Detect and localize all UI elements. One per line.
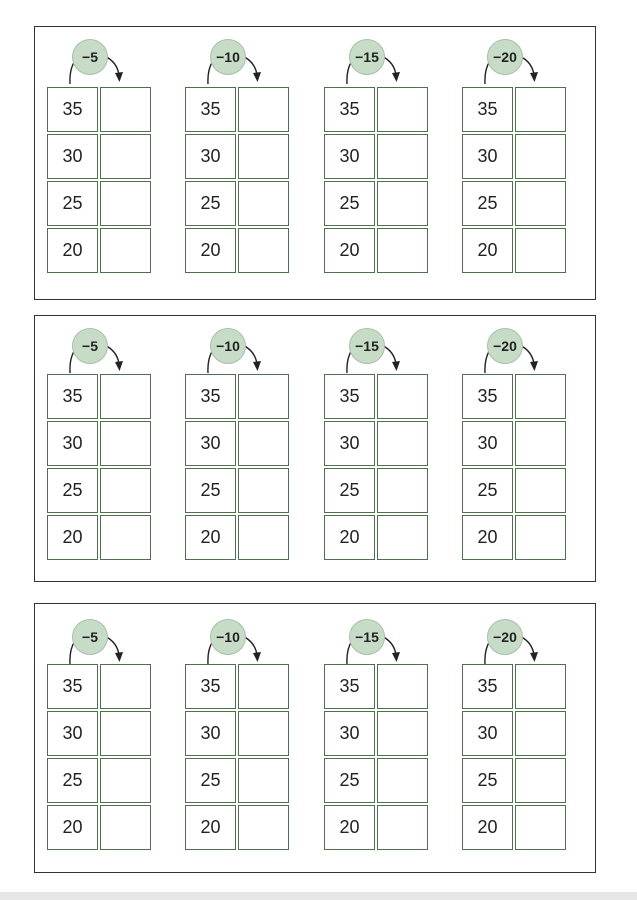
input-cell: 30 <box>462 134 513 179</box>
table-row <box>462 515 566 560</box>
answer-box[interactable] <box>238 711 289 756</box>
function-table <box>47 664 151 852</box>
answer-box[interactable] <box>238 468 289 513</box>
table-row <box>462 87 566 132</box>
input-cell: 30 <box>462 711 513 756</box>
answer-box[interactable] <box>100 515 151 560</box>
answer-box[interactable] <box>377 468 428 513</box>
table-row <box>47 664 151 709</box>
input-cell: 30 <box>185 134 236 179</box>
input-cell: 35 <box>47 664 98 709</box>
function-table <box>185 374 289 562</box>
answer-box[interactable] <box>377 421 428 466</box>
input-cell: 30 <box>47 421 98 466</box>
table-row <box>185 664 289 709</box>
input-cell: 35 <box>462 374 513 419</box>
answer-box[interactable] <box>238 228 289 273</box>
input-cell: 20 <box>185 228 236 273</box>
input-cell: 30 <box>47 711 98 756</box>
table-row <box>185 468 289 513</box>
worksheet-panel-1 <box>34 26 596 300</box>
operation-bubble: −20 <box>487 328 523 364</box>
answer-box[interactable] <box>238 805 289 850</box>
table-row <box>324 374 428 419</box>
function-machine <box>312 27 424 299</box>
function-machine <box>450 604 562 872</box>
table-row <box>462 758 566 803</box>
input-cell: 20 <box>324 515 375 560</box>
input-cell: 20 <box>185 515 236 560</box>
input-cell: 30 <box>324 421 375 466</box>
answer-box[interactable] <box>238 181 289 226</box>
function-machine <box>173 604 285 872</box>
table-row <box>324 228 428 273</box>
answer-box[interactable] <box>377 805 428 850</box>
input-cell: 30 <box>324 134 375 179</box>
input-cell: 30 <box>47 134 98 179</box>
page-edge-shadow <box>0 892 637 900</box>
answer-box[interactable] <box>100 421 151 466</box>
table-row <box>324 181 428 226</box>
answer-box[interactable] <box>515 228 566 273</box>
input-cell: 25 <box>47 758 98 803</box>
operation-bubble: −15 <box>349 328 385 364</box>
answer-box[interactable] <box>377 374 428 419</box>
operation-bubble: −20 <box>487 39 523 75</box>
table-row <box>324 711 428 756</box>
answer-box[interactable] <box>100 468 151 513</box>
table-row <box>47 758 151 803</box>
answer-box[interactable] <box>238 374 289 419</box>
input-cell: 35 <box>185 87 236 132</box>
input-cell: 20 <box>462 515 513 560</box>
table-row <box>324 758 428 803</box>
operation-bubble: −20 <box>487 619 523 655</box>
answer-box[interactable] <box>377 664 428 709</box>
function-table <box>324 374 428 562</box>
input-cell: 25 <box>185 758 236 803</box>
function-machine <box>173 27 285 299</box>
table-row <box>462 805 566 850</box>
input-cell: 25 <box>324 758 375 803</box>
table-row <box>324 87 428 132</box>
table-row <box>47 711 151 756</box>
function-table <box>462 374 566 562</box>
table-row <box>324 421 428 466</box>
answer-box[interactable] <box>515 87 566 132</box>
function-table <box>462 664 566 852</box>
input-cell: 25 <box>324 181 375 226</box>
table-row <box>185 515 289 560</box>
table-row <box>47 87 151 132</box>
worksheet-panel-2 <box>34 315 596 582</box>
table-row <box>47 134 151 179</box>
input-cell: 25 <box>47 468 98 513</box>
worksheet-panel-3 <box>34 603 596 873</box>
input-cell: 35 <box>47 374 98 419</box>
input-cell: 35 <box>185 374 236 419</box>
table-row <box>185 758 289 803</box>
function-machine <box>35 316 147 581</box>
input-cell: 25 <box>462 181 513 226</box>
answer-box[interactable] <box>515 664 566 709</box>
table-row <box>185 87 289 132</box>
function-table <box>462 87 566 275</box>
table-row <box>462 421 566 466</box>
answer-box[interactable] <box>238 515 289 560</box>
operation-bubble: −10 <box>210 619 246 655</box>
input-cell: 35 <box>462 87 513 132</box>
answer-box[interactable] <box>515 515 566 560</box>
table-row <box>185 134 289 179</box>
input-cell: 35 <box>324 664 375 709</box>
answer-box[interactable] <box>515 805 566 850</box>
table-row <box>324 468 428 513</box>
table-row <box>462 374 566 419</box>
answer-box[interactable] <box>377 181 428 226</box>
table-row <box>324 664 428 709</box>
input-cell: 20 <box>47 805 98 850</box>
operation-bubble: −10 <box>210 328 246 364</box>
answer-box[interactable] <box>515 421 566 466</box>
input-cell: 35 <box>185 664 236 709</box>
function-machine <box>173 316 285 581</box>
table-row <box>47 468 151 513</box>
answer-box[interactable] <box>100 805 151 850</box>
answer-box[interactable] <box>377 87 428 132</box>
answer-box[interactable] <box>515 758 566 803</box>
input-cell: 30 <box>185 421 236 466</box>
answer-box[interactable] <box>100 181 151 226</box>
input-cell: 25 <box>47 181 98 226</box>
answer-box[interactable] <box>100 711 151 756</box>
table-row <box>462 468 566 513</box>
answer-box[interactable] <box>515 134 566 179</box>
function-table <box>47 87 151 275</box>
table-row <box>185 374 289 419</box>
function-table <box>324 87 428 275</box>
answer-box[interactable] <box>100 374 151 419</box>
input-cell: 30 <box>462 421 513 466</box>
answer-box[interactable] <box>377 134 428 179</box>
table-row <box>462 711 566 756</box>
input-cell: 35 <box>462 664 513 709</box>
table-row <box>47 374 151 419</box>
operation-bubble: −5 <box>72 39 108 75</box>
table-row <box>47 515 151 560</box>
answer-box[interactable] <box>515 468 566 513</box>
input-cell: 20 <box>185 805 236 850</box>
answer-box[interactable] <box>238 134 289 179</box>
input-cell: 20 <box>324 805 375 850</box>
table-row <box>47 805 151 850</box>
table-row <box>324 805 428 850</box>
input-cell: 20 <box>462 228 513 273</box>
input-cell: 25 <box>324 468 375 513</box>
table-row <box>185 711 289 756</box>
table-row <box>324 134 428 179</box>
operation-bubble: −5 <box>72 619 108 655</box>
input-cell: 25 <box>185 468 236 513</box>
table-row <box>462 228 566 273</box>
operation-bubble: −15 <box>349 619 385 655</box>
table-row <box>462 664 566 709</box>
answer-box[interactable] <box>377 515 428 560</box>
answer-box[interactable] <box>238 758 289 803</box>
answer-box[interactable] <box>238 664 289 709</box>
function-table <box>185 87 289 275</box>
function-table <box>324 664 428 852</box>
answer-box[interactable] <box>100 87 151 132</box>
input-cell: 20 <box>47 515 98 560</box>
answer-box[interactable] <box>100 228 151 273</box>
table-row <box>185 421 289 466</box>
operation-bubble: −15 <box>349 39 385 75</box>
input-cell: 20 <box>47 228 98 273</box>
answer-box[interactable] <box>377 758 428 803</box>
answer-box[interactable] <box>238 421 289 466</box>
input-cell: 35 <box>47 87 98 132</box>
answer-box[interactable] <box>238 87 289 132</box>
input-cell: 25 <box>462 468 513 513</box>
answer-box[interactable] <box>515 374 566 419</box>
function-machine <box>450 27 562 299</box>
input-cell: 20 <box>462 805 513 850</box>
answer-box[interactable] <box>100 758 151 803</box>
function-machine <box>312 316 424 581</box>
table-row <box>462 181 566 226</box>
table-row <box>324 515 428 560</box>
answer-box[interactable] <box>515 181 566 226</box>
answer-box[interactable] <box>377 228 428 273</box>
input-cell: 35 <box>324 87 375 132</box>
input-cell: 35 <box>324 374 375 419</box>
input-cell: 20 <box>324 228 375 273</box>
operation-bubble: −10 <box>210 39 246 75</box>
input-cell: 25 <box>462 758 513 803</box>
table-row <box>185 181 289 226</box>
table-row <box>185 805 289 850</box>
table-row <box>47 421 151 466</box>
function-machine <box>35 604 147 872</box>
table-row <box>47 181 151 226</box>
function-machine <box>312 604 424 872</box>
table-row <box>185 228 289 273</box>
answer-box[interactable] <box>377 711 428 756</box>
function-machine <box>35 27 147 299</box>
input-cell: 30 <box>185 711 236 756</box>
function-machine <box>450 316 562 581</box>
answer-box[interactable] <box>100 134 151 179</box>
function-table <box>47 374 151 562</box>
operation-bubble: −5 <box>72 328 108 364</box>
answer-box[interactable] <box>515 711 566 756</box>
input-cell: 25 <box>185 181 236 226</box>
function-table <box>185 664 289 852</box>
answer-box[interactable] <box>100 664 151 709</box>
table-row <box>47 228 151 273</box>
table-row <box>462 134 566 179</box>
input-cell: 30 <box>324 711 375 756</box>
